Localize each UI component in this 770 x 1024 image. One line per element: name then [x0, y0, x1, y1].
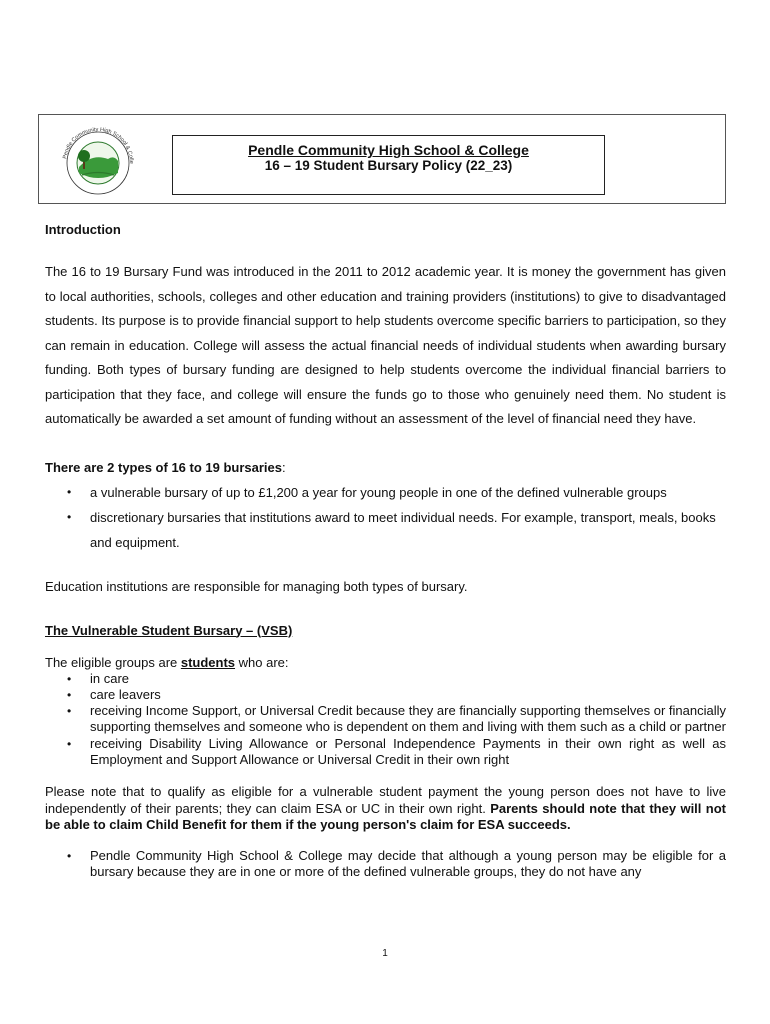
- eligible-students: students: [180, 654, 236, 670]
- eligible-groups-list: [45, 671, 726, 769]
- page-number: 1: [382, 948, 388, 959]
- header-box: [38, 114, 726, 204]
- title-box: [172, 135, 605, 195]
- responsibility-sentence: Education institutions are responsible for managing both types of bursary.: [45, 578, 468, 594]
- bursary-types-heading-bold: There are 2 types of 16 to 19 bursaries: [45, 459, 282, 475]
- introduction-heading: Introduction: [45, 222, 121, 237]
- document-body: [45, 218, 726, 881]
- parents-note: Parents should note that they will not be able to claim Child Benefit for them if the young person's claim for ESA succeeds.: [45, 800, 727, 833]
- school-logo: [52, 123, 144, 197]
- eligible-suffix: who are:: [235, 654, 289, 670]
- list-item: • receiving Disability Living Allowance or Personal Independence Payments in their own right as well as Employment and Support Allowance or Universal Credit in their own right: [45, 736, 726, 769]
- discretion-list: [45, 848, 726, 881]
- document-subtitle: 16 – 19 Student Bursary Policy (22_23): [264, 158, 513, 173]
- list-item: • Pendle Community High School & College may decide that although a young person may be eligible for a bursary because they are in one or more of the defined vulnerable groups, they do not have any: [45, 848, 726, 881]
- eligibility-note: [45, 784, 726, 834]
- document-title: Pendle Community High School & College: [248, 142, 529, 158]
- eligible-groups-intro: [45, 655, 726, 671]
- list-item: • a vulnerable bursary of up to £1,200 a year for young people in one of the defined vulnerable groups: [45, 480, 726, 505]
- bursary-types-list: [45, 480, 726, 555]
- eligible-prefix: The eligible groups are: [45, 654, 181, 670]
- list-item: • in care: [45, 671, 726, 687]
- list-item: • discretionary bursaries that institutions award to meet individual needs. For example, transport, meals, books and equipment.: [45, 505, 726, 555]
- eligibility-note-text: Please note that to qualify as eligible for a vulnerable student payment the young person does not have to live independently of their parents; they can claim ESA or UC in their own right.: [45, 784, 726, 816]
- list-item: • receiving Income Support, or Universal Credit because they are financially supporting themselves or financially supporting themselves and someone who is dependent on them and living with them such as a child or partner: [45, 703, 726, 736]
- list-item: • care leavers: [45, 687, 726, 703]
- bursary-types-heading: [45, 456, 726, 480]
- vsb-heading: The Vulnerable Student Bursary – (VSB): [45, 622, 293, 638]
- bursary-types-heading-colon: :: [282, 459, 286, 475]
- introduction-paragraph: The 16 to 19 Bursary Fund was introduced in the 2011 to 2012 academic year. It is money the government has given to local authorities, schools, colleges and other education and training providers (institutions) to give to disadvantaged students. Its purpose is to provide financial support to help students overcome specific barriers to participation, so they can remain in education. College will assess the actual financial needs of individual students when awarding bursary funding. Both types of bursary funding are designed to help students overcome the individual financial barriers to participation that they face, and college will ensure the funds go to those who genuinely need them. No student is automatically be awarded a set amount of funding without an assessment of the level of financial need they have.: [45, 264, 726, 426]
- logo-text: Pendle Community High School & Colle: [62, 126, 135, 164]
